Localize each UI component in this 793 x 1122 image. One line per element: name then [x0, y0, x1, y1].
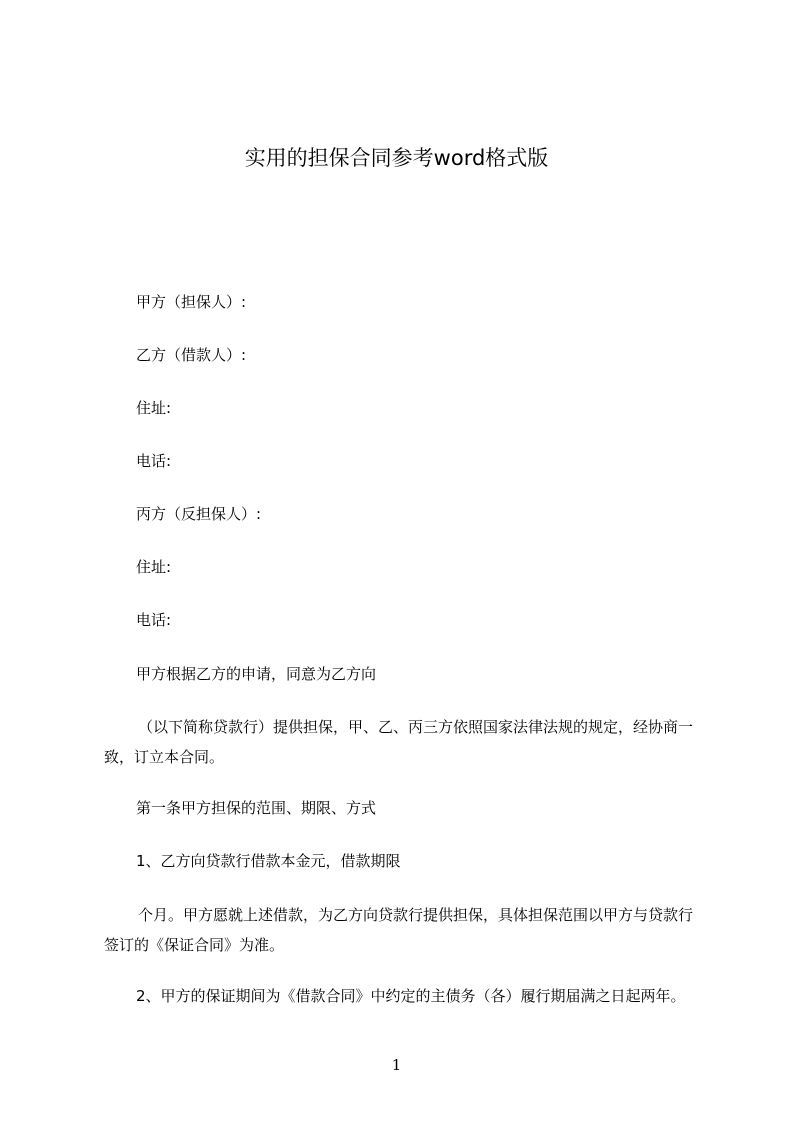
- phone-field-1: 电话:: [136, 452, 172, 470]
- intro-paragraph-1: 甲方根据乙方的申请，同意为乙方向: [136, 665, 377, 683]
- item-2: 2、甲方的保证期间为《借款合同》中约定的主债务（各）履行期届满之日起两年。: [136, 987, 686, 1005]
- intro-paragraph-2-text: （以下简称贷款行）提供担保，甲、乙、丙三方依照国家法律法规的规定，经协商一致，订立本合同。: [104, 718, 694, 766]
- address-field-1: 住址:: [136, 399, 172, 417]
- party-b-field: 乙方（借款人）:: [136, 346, 247, 364]
- article-1-heading: 第一条甲方担保的范围、期限、方式: [136, 799, 377, 817]
- intro-paragraph-2: [104, 712, 704, 772]
- page-number: 1: [391, 1056, 402, 1074]
- item-1-line-1: 1、乙方向贷款行借款本金元，借款期限: [136, 852, 401, 870]
- phone-field-2: 电话:: [136, 611, 172, 629]
- party-a-field: 甲方（担保人）:: [136, 293, 247, 311]
- party-c-field: 丙方（反担保人）:: [136, 505, 262, 523]
- address-field-2: 住址:: [136, 558, 172, 576]
- document-title: 实用的担保合同参考word格式版: [244, 146, 549, 170]
- item-1-line-2: [104, 900, 704, 960]
- item-1-line-2-text: 个月。甲方愿就上述借款，为乙方向贷款行提供担保，具体担保范围以甲方与贷款行签订的《保证合同》为准。: [104, 906, 694, 954]
